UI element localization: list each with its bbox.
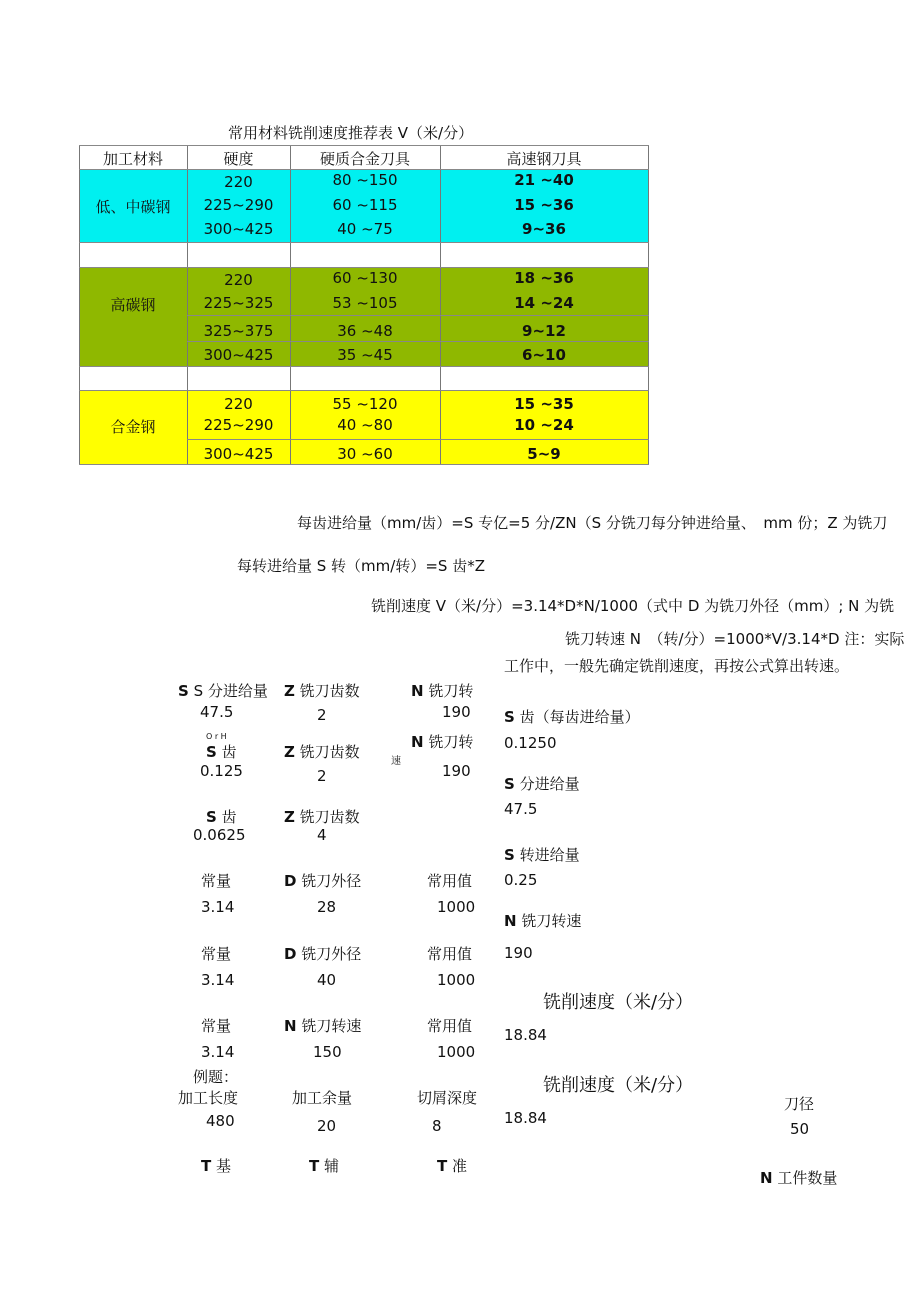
- carbide-cell: 40 ~80: [337, 416, 393, 434]
- value-speed-result: 18.84: [504, 1026, 547, 1044]
- hardness-cell: 300~425: [203, 346, 274, 364]
- hardness-cell: 325~375: [203, 322, 274, 340]
- hardness-cell: 225~290: [203, 196, 274, 214]
- value-d-diameter: 40: [317, 971, 337, 989]
- value-speed-result: 18.84: [504, 1109, 547, 1127]
- label-common-value: 常用值: [427, 1017, 473, 1035]
- formula-spindle-speed: 铣刀转速 N （转/分）=1000*V/3.14*D 注：实际: [565, 630, 905, 648]
- carbide-cell: 35 ~45: [337, 346, 393, 364]
- value-n-result: 190: [504, 944, 533, 962]
- label-speed-result: 铣削速度（米/分）: [543, 1075, 694, 1096]
- label-n-speed: N 铣刀转速: [284, 1017, 362, 1035]
- header-carbide: 硬质合金刀具: [319, 150, 410, 168]
- label-d-diameter: D 铣刀外径: [284, 872, 362, 890]
- table-title: 常用材料铣削速度推荐表 V（米/分）: [228, 124, 474, 142]
- formula-tooth-feed: 每齿进给量（mm/齿）=S 专亿=5 分/ZN（S 分铣刀每分钟进给量、 mm 份；Z 为铣刀: [297, 514, 888, 532]
- label-s-rev-result: S 转进给量: [504, 846, 580, 864]
- hss-cell: 14 ~24: [514, 294, 574, 312]
- value-common-value: 1000: [437, 898, 476, 916]
- carbide-cell: 30 ~60: [337, 445, 393, 463]
- value-allowance: 20: [317, 1117, 337, 1135]
- material-alloy: 合金钢: [110, 418, 156, 436]
- hardness-cell: 225~290: [203, 416, 274, 434]
- hss-cell: 5~9: [527, 445, 561, 463]
- value-s-tooth: 0.125: [200, 762, 243, 780]
- formula-rev-feed: 每转进给量 S 转（mm/转）=S 齿*Z: [237, 557, 485, 575]
- material-high-carbon: 高碳钢: [110, 296, 156, 314]
- label-s-tooth-result: S 齿（每齿进给量）: [504, 708, 640, 726]
- hardness-cell: 220: [224, 271, 253, 289]
- label-length: 加工长度: [178, 1089, 239, 1107]
- label-s-min-feed: S S 分进给量: [178, 682, 268, 700]
- header-hardness: 硬度: [223, 150, 254, 168]
- hss-cell: 10 ~24: [514, 416, 574, 434]
- value-n-speed: 150: [313, 1043, 342, 1061]
- value-d-diameter: 28: [317, 898, 337, 916]
- value-n-speed: 190: [442, 703, 471, 721]
- hss-cell: 9~36: [522, 220, 566, 238]
- milling-speed-table: [79, 145, 649, 465]
- value-n-speed: 190: [442, 762, 471, 780]
- label-speed-result: 铣削速度（米/分）: [543, 992, 694, 1013]
- label-cut-depth: 切屑深度: [417, 1089, 478, 1107]
- hardness-cell: 225~325: [203, 294, 274, 312]
- value-s-rev-result: 0.25: [504, 871, 538, 889]
- hardness-cell: 300~425: [203, 445, 274, 463]
- value-z-teeth: 2: [317, 706, 327, 724]
- label-s-tooth: S 齿: [206, 743, 237, 761]
- hardness-cell: 300~425: [203, 220, 274, 238]
- value-z-teeth: 2: [317, 767, 327, 785]
- value-s-tooth: 0.0625: [193, 826, 246, 844]
- value-constant: 3.14: [201, 898, 235, 916]
- hss-cell: 15 ~36: [514, 196, 574, 214]
- label-z-teeth: Z 铣刀齿数: [284, 682, 360, 700]
- label-t-base: T 基: [201, 1157, 232, 1175]
- hss-cell: 18 ~36: [514, 269, 574, 287]
- carbide-cell: 53 ~105: [332, 294, 398, 312]
- stray-char: 速: [391, 756, 401, 767]
- label-n-speed: N 铣刀转: [411, 733, 474, 751]
- header-material: 加工材料: [102, 150, 163, 168]
- label-common-value: 常用值: [427, 945, 473, 963]
- carbide-cell: 55 ~120: [332, 395, 398, 413]
- value-cutter-diameter: 50: [790, 1120, 810, 1138]
- label-z-teeth: Z 铣刀齿数: [284, 808, 360, 826]
- hss-cell: 21 ~40: [514, 171, 574, 189]
- label-allowance: 加工余量: [292, 1089, 353, 1107]
- hardness-cell: 220: [224, 395, 253, 413]
- value-s-min-result: 47.5: [504, 800, 538, 818]
- value-s-tooth-result: 0.1250: [504, 734, 557, 752]
- value-constant: 3.14: [201, 1043, 235, 1061]
- label-n-result: N 铣刀转速: [504, 912, 582, 930]
- label-constant: 常量: [201, 945, 232, 963]
- label-t-prep: T 准: [437, 1157, 468, 1175]
- label-s-min-result: S 分进给量: [504, 775, 580, 793]
- material-low-carbon: 低、中碳钢: [95, 198, 171, 216]
- label-n-speed: N 铣刀转: [411, 682, 474, 700]
- value-cut-depth: 8: [432, 1117, 442, 1135]
- hss-cell: 15 ~35: [514, 395, 574, 413]
- carbide-cell: 80 ~150: [332, 171, 398, 189]
- label-constant: 常量: [201, 872, 232, 890]
- value-s-min-feed: 47.5: [200, 703, 234, 721]
- carbide-cell: 40 ~75: [337, 220, 393, 238]
- value-constant: 3.14: [201, 971, 235, 989]
- label-common-value: 常用值: [427, 872, 473, 890]
- label-t-aux: T 辅: [309, 1157, 340, 1175]
- label-z-teeth: Z 铣刀齿数: [284, 743, 360, 761]
- label-cutter-diameter: 刀径: [784, 1095, 815, 1113]
- example-label: 例题：: [193, 1068, 239, 1086]
- value-z-teeth: 4: [317, 826, 327, 844]
- label-constant: 常量: [201, 1017, 232, 1035]
- formula-note: 工作中，一般先确定铣削速度，再按公式算出转速。: [504, 657, 850, 675]
- carbide-cell: 60 ~115: [332, 196, 398, 214]
- value-length: 480: [206, 1112, 235, 1130]
- label-d-diameter: D 铣刀外径: [284, 945, 362, 963]
- label-workpiece-count: N 工件数量: [760, 1169, 838, 1187]
- formula-cutting-speed: 铣削速度 V（米/分）=3.14*D*N/1000（式中 D 为铣刀外径（mm）; N 为铣: [371, 597, 895, 615]
- value-common-value: 1000: [437, 1043, 476, 1061]
- carbide-cell: 60 ~130: [332, 269, 398, 287]
- carbide-cell: 36 ~48: [337, 322, 393, 340]
- hss-cell: 6~10: [522, 346, 566, 364]
- hardness-cell: 220: [224, 173, 253, 191]
- hss-cell: 9~12: [522, 322, 566, 340]
- value-common-value: 1000: [437, 971, 476, 989]
- superscript-artifact: O r H: [206, 732, 227, 741]
- label-s-tooth: S 齿: [206, 808, 237, 826]
- header-hss: 高速钢刀具: [506, 150, 582, 168]
